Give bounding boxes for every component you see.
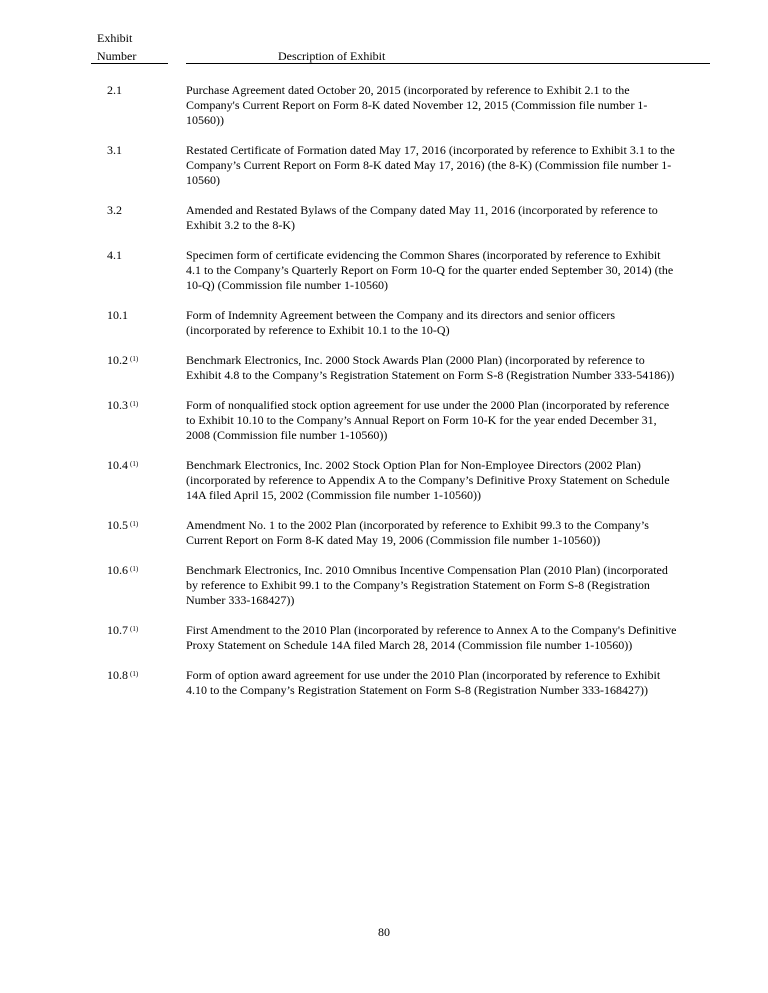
footnote-marker: (1) [130, 460, 139, 468]
exhibit-row [0, 83, 768, 128]
exhibit-row [0, 623, 768, 653]
column-header-exhibit: Exhibit [97, 31, 133, 45]
exhibit-description: Form of option award agreement for use under the 2010 Plan (incorporated by reference to Exhibit 4.10 to the Company’s Registration Statement on Form S-8 (Registration Number 333-168427)) [186, 668, 661, 697]
exhibit-description: Amended and Restated Bylaws of the Company dated May 11, 2016 (incorporated by reference to Exhibit 3.2 to the 8-K) [186, 203, 658, 232]
exhibit-description: Benchmark Electronics, Inc. 2002 Stock Option Plan for Non-Employee Directors (2002 Plan) (incorporated by reference to Appendix A to the Company’s Definitive Proxy Statement on Schedule 14A filed April 15, 2002 (Commission file number 1-10560)) [186, 458, 670, 502]
exhibit-description: Specimen form of certificate evidencing the Common Shares (incorporated by reference to Exhibit 4.1 to the Company’s Quarterly Report on Form 10-Q for the quarter ended September 30, 2014) (the 10-Q) (Commission file number 1-10560) [186, 248, 674, 292]
exhibit-row [0, 398, 768, 443]
header-rule-description [186, 63, 710, 64]
footnote-marker: (1) [130, 355, 139, 363]
exhibit-description: First Amendment to the 2010 Plan (incorporated by reference to Annex A to the Company's Definitive Proxy Statement on Schedule 14A filed March 28, 2014 (Commission file number 1-10560)) [186, 623, 677, 652]
exhibit-description: Form of nonqualified stock option agreement for use under the 2000 Plan (incorporated by reference to Exhibit 10.10 to the Company’s Annual Report on Form 10-K for the year ended December 31, 2008 (Commission file number 1-10560)) [186, 398, 670, 442]
exhibit-list [0, 83, 768, 713]
exhibit-number: 4.1 [107, 248, 122, 262]
exhibit-row [0, 308, 768, 338]
exhibit-row [0, 518, 768, 548]
footnote-marker: (1) [130, 520, 139, 528]
exhibit-number: 3.1 [107, 143, 122, 157]
exhibit-number: 3.2 [107, 203, 122, 217]
exhibit-description: Restated Certificate of Formation dated May 17, 2016 (incorporated by reference to Exhibit 3.1 to the Company’s Current Report on Form 8-K dated May 17, 2016) (the 8-K) (Commission file number 1-10560) [186, 143, 675, 187]
exhibit-row [0, 458, 768, 503]
exhibit-description: Form of Indemnity Agreement between the Company and its directors and senior officers (incorporated by reference to Exhibit 10.1 to the 10-Q) [186, 308, 615, 337]
exhibit-number: 10.2 $^{(1)}$ [107, 353, 139, 367]
exhibit-row [0, 668, 768, 698]
footnote-marker: (1) [130, 625, 139, 633]
exhibit-number: 10.8 $^{(1)}$ [107, 668, 139, 682]
exhibit-number: 2.1 [107, 83, 122, 97]
exhibit-row [0, 143, 768, 188]
column-header-description: Description of Exhibit [278, 49, 386, 63]
footnote-marker: (1) [130, 565, 139, 573]
header-rule-number [91, 63, 168, 64]
exhibit-number: 10.6 $^{(1)}$ [107, 563, 139, 577]
exhibit-number: 10.3 $^{(1)}$ [107, 398, 139, 412]
exhibit-description: Purchase Agreement dated October 20, 2015 (incorporated by reference to Exhibit 2.1 to the Company's Current Report on Form 8-K dated November 12, 2015 (Commission file number 1-10560)) [186, 83, 648, 127]
exhibit-number: 10.7 $^{(1)}$ [107, 623, 139, 637]
exhibit-description: Benchmark Electronics, Inc. 2010 Omnibus Incentive Compensation Plan (2010 Plan) (incorporated by reference to Exhibit 99.1 to the Company’s Registration Statement on Form S-8 (Registration Number 333-168427)) [186, 563, 668, 607]
exhibit-row [0, 203, 768, 233]
exhibit-description: Amendment No. 1 to the 2002 Plan (incorporated by reference to Exhibit 99.3 to the Company’s Current Report on Form 8-K dated May 19, 2006 (Commission file number 1-10560)) [186, 518, 649, 547]
exhibit-number: 10.1 [107, 308, 128, 322]
exhibit-description: Benchmark Electronics, Inc. 2000 Stock Awards Plan (2000 Plan) (incorporated by reference to Exhibit 4.8 to the Company’s Registration Statement on Form S-8 (Registration Number 333-54186)) [186, 353, 675, 382]
exhibit-row [0, 563, 768, 608]
exhibit-row [0, 353, 768, 383]
exhibit-number: 10.5 $^{(1)}$ [107, 518, 139, 532]
footnote-marker: (1) [130, 400, 139, 408]
exhibit-row [0, 248, 768, 293]
footnote-marker: (1) [130, 670, 139, 678]
column-header-number: Number [97, 49, 137, 63]
page-number: 80 [378, 925, 390, 939]
exhibit-number: 10.4 $^{(1)}$ [107, 458, 139, 472]
